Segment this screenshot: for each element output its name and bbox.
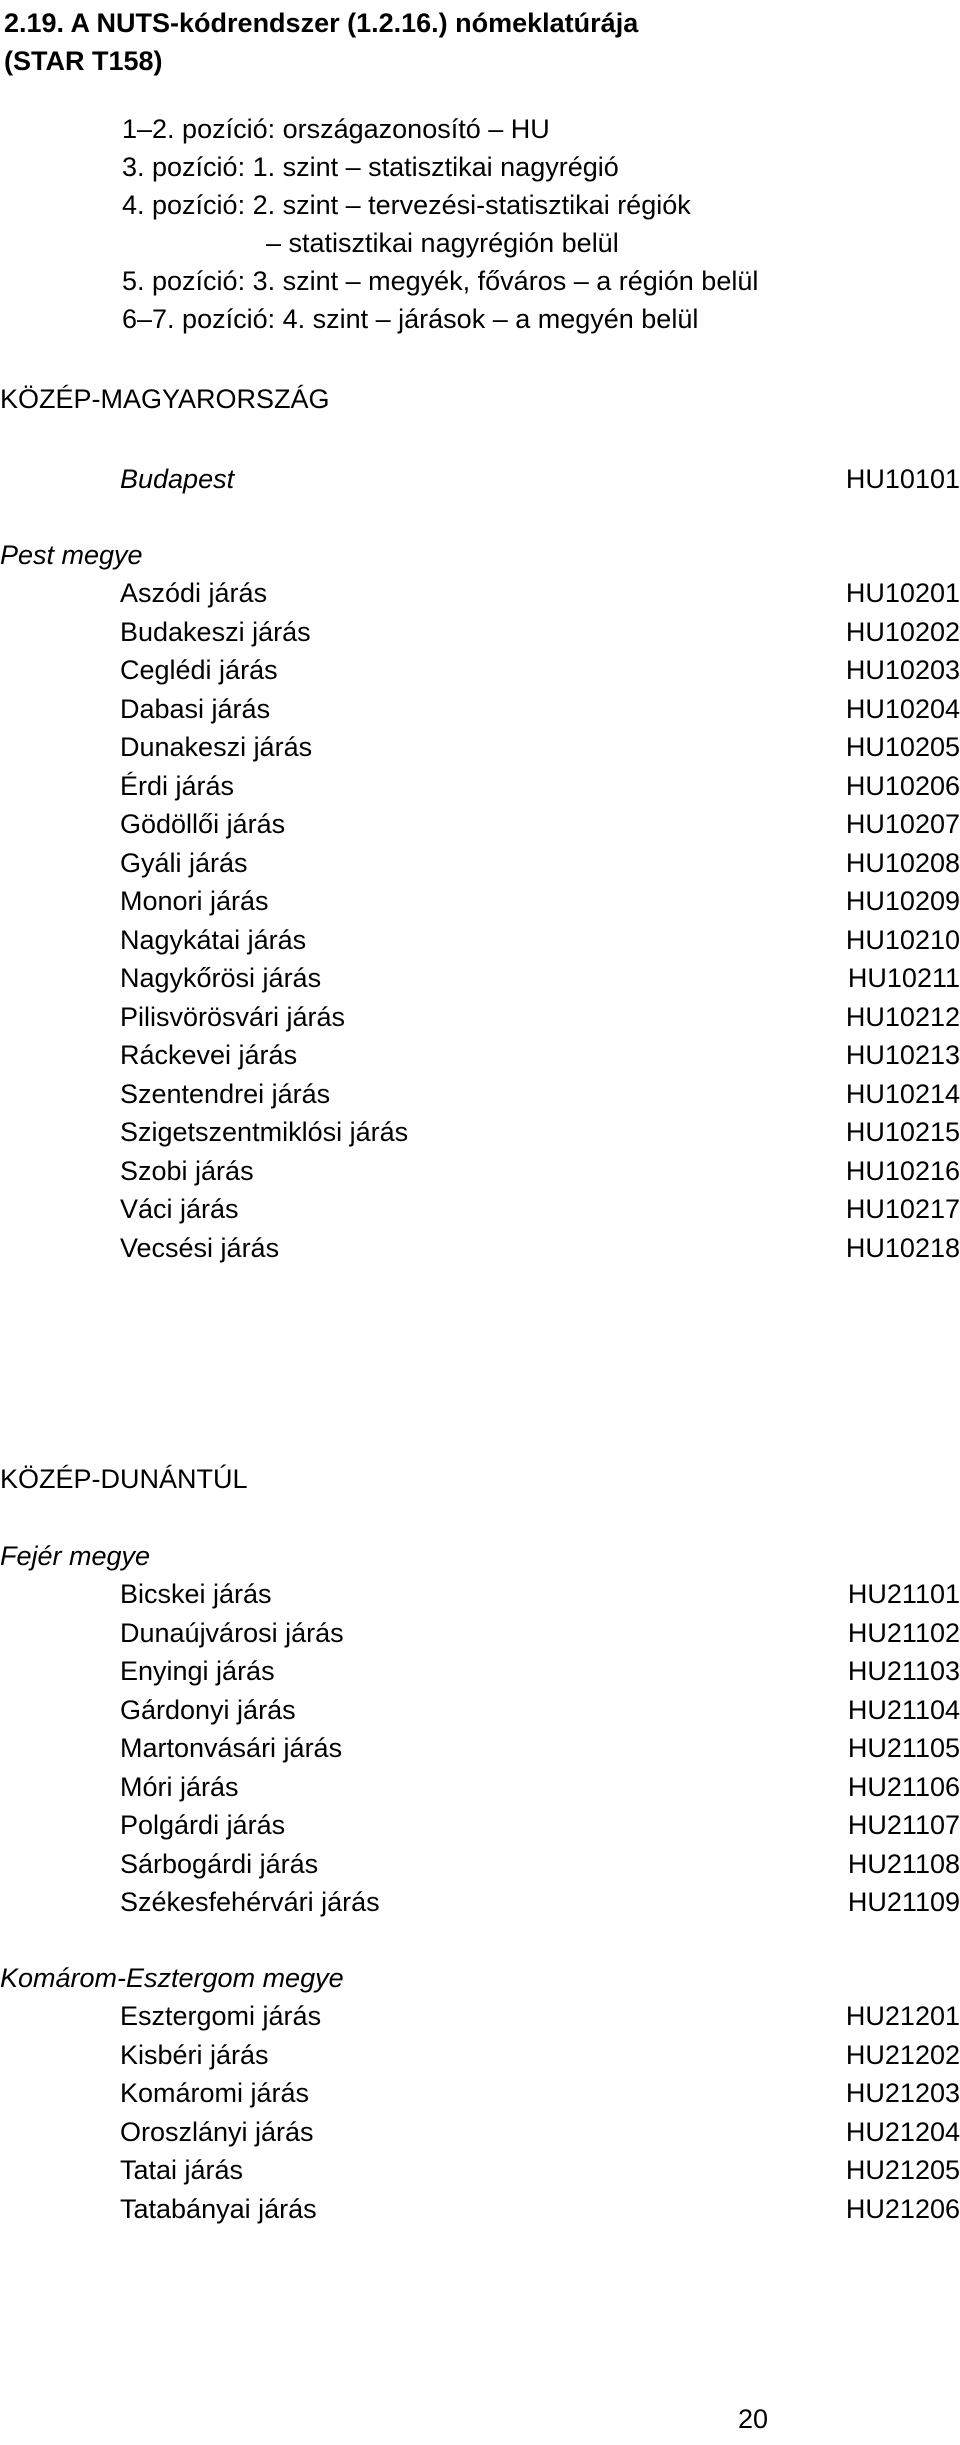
title-line-1: 2.19. A NUTS-kódrendszer (1.2.16.) nómeklatúrája bbox=[4, 8, 639, 38]
district-name: Komáromi járás bbox=[120, 2078, 310, 2108]
district-name: Monori járás bbox=[120, 886, 269, 916]
district-code: HU21103 bbox=[847, 1656, 960, 1686]
district-code: HU21109 bbox=[847, 1887, 960, 1917]
district-name: Dunaújvárosi járás bbox=[120, 1617, 344, 1648]
district-code: HU21102 bbox=[847, 1617, 960, 1648]
district-row bbox=[0, 1845, 960, 1883]
district-row bbox=[0, 1190, 960, 1228]
page-title bbox=[4, 4, 638, 80]
district-name: Tatabányai járás bbox=[120, 2193, 317, 2224]
district-code: HU10206 bbox=[845, 770, 960, 801]
region-heading-kozep-dunantul: KÖZÉP-DUNÁNTÚL bbox=[0, 1464, 248, 1494]
district-name: Sárbogárdi járás bbox=[120, 1848, 319, 1879]
district-row bbox=[0, 1229, 960, 1267]
district-code: HU10213 bbox=[845, 1040, 960, 1070]
district-code: HU21108 bbox=[847, 1848, 960, 1879]
district-name: Gárdonyi járás bbox=[120, 1694, 296, 1725]
district-code: HU10210 bbox=[845, 924, 960, 955]
district-row bbox=[0, 1729, 960, 1767]
district-name: Gyáli járás bbox=[120, 847, 248, 878]
district-code: HU21204 bbox=[845, 2116, 960, 2147]
district-row bbox=[0, 690, 960, 728]
district-row bbox=[0, 1152, 960, 1190]
district-row bbox=[0, 2074, 960, 2112]
district-code: HU10214 bbox=[845, 1078, 960, 1109]
district-name: Oroszlányi járás bbox=[120, 2116, 314, 2147]
district-code: HU21202 bbox=[845, 2039, 960, 2070]
district-name: Vecsési járás bbox=[120, 1232, 280, 1263]
district-name: Martonvásári járás bbox=[120, 1733, 343, 1763]
district-code: HU10205 bbox=[845, 732, 960, 762]
district-name: Polgárdi járás bbox=[120, 1810, 286, 1840]
district-name: Aszódi járás bbox=[120, 578, 268, 608]
county-heading-pest: Pest megye bbox=[0, 540, 143, 570]
district-row bbox=[0, 882, 960, 920]
district-row bbox=[0, 2036, 960, 2074]
district-code: HU21104 bbox=[847, 1694, 960, 1725]
district-name: Esztergomi járás bbox=[120, 2001, 322, 2031]
district-name: Nagykőrösi járás bbox=[120, 963, 322, 993]
district-row bbox=[0, 1036, 960, 1074]
position-line-4: – statisztikai nagyrégión belül bbox=[266, 228, 619, 258]
district-code: HU21205 bbox=[845, 2155, 960, 2185]
district-name: Budapest bbox=[120, 464, 235, 494]
district-name: Tatai járás bbox=[120, 2155, 244, 2185]
district-row bbox=[0, 844, 960, 882]
district-name: Szobi járás bbox=[120, 1155, 254, 1186]
district-row bbox=[0, 1614, 960, 1652]
district-code: HU10212 bbox=[845, 1001, 960, 1032]
district-code: HU10208 bbox=[845, 847, 960, 878]
district-row bbox=[0, 574, 960, 612]
district-name: Dabasi járás bbox=[120, 693, 271, 724]
district-name: Érdi járás bbox=[120, 770, 235, 801]
district-code: HU10101 bbox=[845, 464, 960, 494]
region-heading-kozep-magyarorszag: KÖZÉP-MAGYARORSZÁG bbox=[0, 384, 330, 414]
district-row bbox=[0, 921, 960, 959]
county-heading-fejer: Fejér megye bbox=[0, 1541, 151, 1571]
title-line-2: (STAR T158) bbox=[4, 46, 163, 76]
district-name: Váci járás bbox=[120, 1194, 239, 1224]
district-code: HU21107 bbox=[847, 1810, 960, 1840]
district-row bbox=[0, 959, 960, 997]
position-line-1: 1–2. pozíció: országazonosító – HU bbox=[122, 114, 550, 144]
district-code: HU21206 bbox=[845, 2193, 960, 2224]
district-row bbox=[0, 1768, 960, 1806]
district-row bbox=[0, 1075, 960, 1113]
district-row bbox=[0, 2113, 960, 2151]
district-code: HU10202 bbox=[845, 616, 960, 647]
position-line-3: 4. pozíció: 2. szint – tervezési-statisztikai régiók bbox=[122, 190, 691, 220]
district-name: Ceglédi járás bbox=[120, 655, 278, 685]
county-heading-komarom-esztergom: Komárom-Esztergom megye bbox=[0, 1963, 344, 1993]
district-row bbox=[0, 2190, 960, 2228]
district-name: Dunakeszi járás bbox=[120, 732, 313, 762]
district-name: Nagykátai járás bbox=[120, 924, 307, 955]
district-row bbox=[0, 2151, 960, 2189]
district-code: HU10217 bbox=[845, 1194, 960, 1224]
district-name: Kisbéri járás bbox=[120, 2039, 269, 2070]
district-name: Ráckevei járás bbox=[120, 1040, 298, 1070]
position-line-6: 6–7. pozíció: 4. szint – járások – a megyén belül bbox=[122, 304, 699, 334]
district-code: HU10209 bbox=[845, 886, 960, 916]
district-code: HU21105 bbox=[847, 1733, 960, 1763]
district-name: Pilisvörösvári járás bbox=[120, 1001, 346, 1032]
district-row bbox=[0, 998, 960, 1036]
district-code: HU21201 bbox=[845, 2001, 960, 2031]
district-row bbox=[0, 1113, 960, 1151]
district-code: HU21203 bbox=[845, 2078, 960, 2108]
district-code: HU21106 bbox=[847, 1771, 960, 1802]
district-row bbox=[0, 1806, 960, 1844]
district-code: HU10201 bbox=[845, 578, 960, 608]
district-code: HU21101 bbox=[847, 1579, 960, 1609]
district-name: Székesfehérvári járás bbox=[120, 1887, 380, 1917]
district-row bbox=[0, 805, 960, 843]
district-row bbox=[0, 1652, 960, 1690]
district-code: HU10211 bbox=[847, 963, 960, 993]
district-code: HU10218 bbox=[845, 1232, 960, 1263]
district-code: HU10207 bbox=[845, 809, 960, 839]
district-row bbox=[0, 1997, 960, 2035]
district-name: Szigetszentmiklósi járás bbox=[120, 1117, 409, 1147]
district-code: HU10203 bbox=[845, 655, 960, 685]
district-row bbox=[0, 1883, 960, 1921]
district-code: HU10216 bbox=[845, 1155, 960, 1186]
district-row bbox=[0, 613, 960, 651]
district-code: HU10204 bbox=[845, 693, 960, 724]
budapest-row bbox=[0, 460, 960, 498]
position-line-5: 5. pozíció: 3. szint – megyék, főváros – a régión belül bbox=[122, 266, 759, 296]
page-number: 20 bbox=[738, 2404, 769, 2434]
district-row bbox=[0, 651, 960, 689]
district-row bbox=[0, 1691, 960, 1729]
district-code: HU10215 bbox=[845, 1117, 960, 1147]
district-name: Bicskei járás bbox=[120, 1579, 272, 1609]
district-name: Budakeszi járás bbox=[120, 616, 311, 647]
district-row bbox=[0, 1575, 960, 1613]
district-row bbox=[0, 767, 960, 805]
district-row bbox=[0, 728, 960, 766]
district-name: Móri járás bbox=[120, 1771, 239, 1802]
position-line-2: 3. pozíció: 1. szint – statisztikai nagyrégió bbox=[122, 152, 619, 182]
district-name: Enyingi járás bbox=[120, 1656, 275, 1686]
district-name: Szentendrei járás bbox=[120, 1078, 331, 1109]
district-name: Gödöllői járás bbox=[120, 809, 286, 839]
